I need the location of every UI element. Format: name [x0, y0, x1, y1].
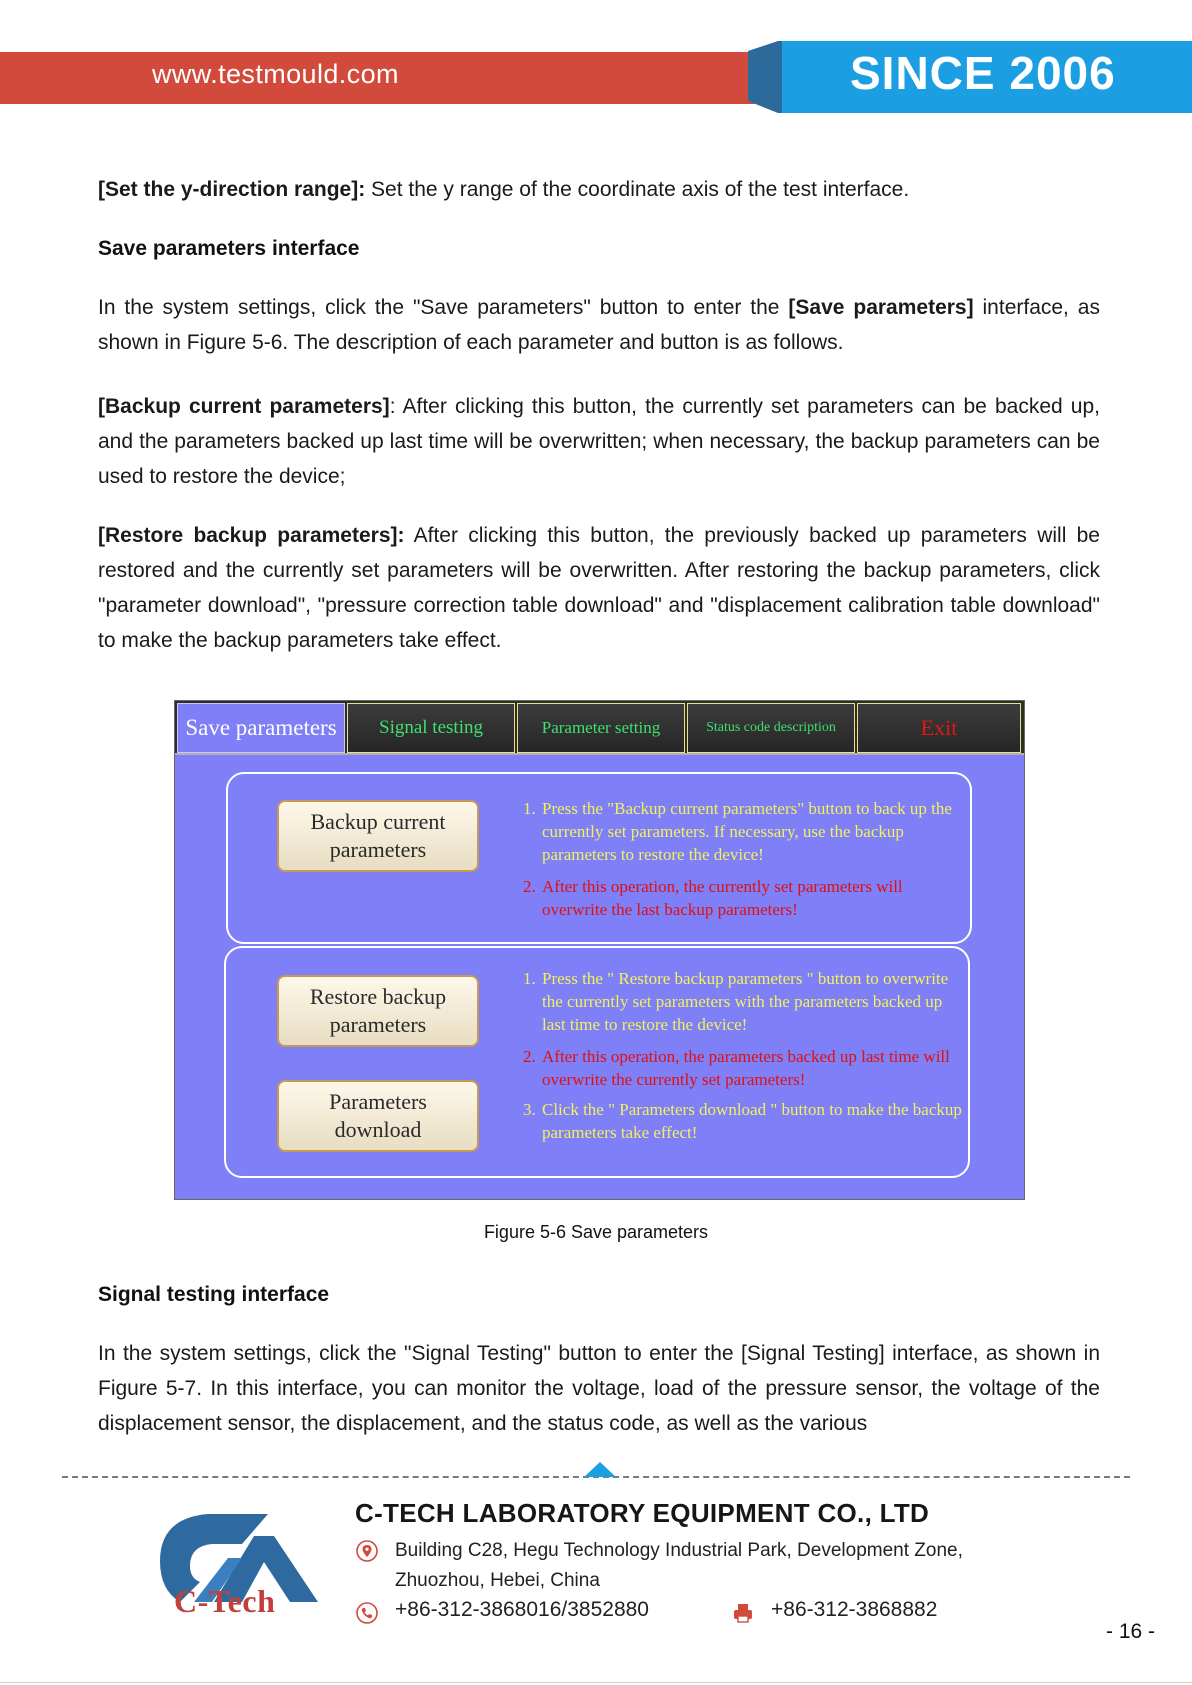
address-line: Building C28, Hegu Technology Industrial Park, Development Zone, [395, 1540, 963, 1561]
company-address [395, 1536, 1055, 1596]
since-2006-logo: SINCE 2006 [850, 47, 1116, 99]
paragraph-body: : After clicking this button, the currently set parameters can be backed up, and the parameters backed up last time will be overwritten; when necessary, the backup parameters can be used to restore the device; [98, 395, 1101, 488]
tab-parameter-setting[interactable]: Parameter setting [517, 703, 685, 753]
backup-note-2 [523, 875, 963, 921]
tab-status-code-description[interactable]: Status code description [687, 703, 855, 753]
paragraph-body: Set the y range of the coordinate axis of the test interface. [365, 178, 910, 201]
term-restore-backup: [Restore backup parameters]: [98, 524, 405, 547]
paragraph-y-range [98, 172, 1100, 207]
note-text: After this operation, the currently set parameters will overwrite the last backup parameters! [542, 877, 903, 919]
website-url[interactable]: www.testmould.com [152, 59, 399, 89]
figure-caption: Figure 5-6 Save parameters [483, 1222, 709, 1242]
tab-save-parameters[interactable]: Save parameters [177, 703, 345, 753]
heading-signal-testing: Signal testing interface [98, 1283, 330, 1306]
paragraph-save-intro [98, 290, 1100, 360]
address-line: Zhuozhou, Hebei, China [395, 1570, 600, 1591]
company-name: C-TECH LABORATORY EQUIPMENT CO., LTD [355, 1498, 930, 1528]
divider-triangle [584, 1462, 616, 1477]
parameters-download-button[interactable] [277, 1080, 479, 1152]
phone-icon [356, 1602, 378, 1624]
tab-exit[interactable]: Exit [857, 703, 1021, 753]
button-label: Parameters [329, 1089, 427, 1114]
term-set-y-range: [Set the y-direction range]: [98, 178, 366, 201]
note-number: 2. [523, 1047, 536, 1066]
paragraph-text: In the system settings, click the "Save parameters" button to enter the [98, 296, 789, 319]
note-number: 1. [523, 799, 536, 818]
c-tech-logo-text: C-Tech [174, 1583, 276, 1619]
note-text: After this operation, the parameters backed up last time will overwrite the currently set parameters! [542, 1047, 950, 1089]
paragraph-body: After clicking this button, the previously backed up parameters will be restored and the currently set parameters will be overwritten. After restoring the backup parameters, click "parameter download", "pressure correction table download" and "displacement calibration table download" to make the backup parameters take effect. [98, 524, 1100, 652]
note-text: Press the "Backup current parameters" button to back up the currently set parameters. If necessary, use the backup parameters to restore the device! [542, 799, 952, 864]
paragraph-backup [98, 389, 1100, 494]
note-text: Click the " Parameters download " button to make the backup parameters take effect! [542, 1100, 962, 1142]
backup-note-1 [523, 797, 963, 866]
page-number: - 16 - [1106, 1620, 1156, 1643]
term-save-parameters: [Save parameters] [788, 296, 974, 319]
note-number: 3. [523, 1100, 536, 1119]
button-label: parameters [329, 837, 427, 862]
note-text: Press the " Restore backup parameters " button to overwrite the currently set parameters with the parameters backed up last time to restore the device! [542, 969, 949, 1034]
company-phone[interactable]: +86-312-3868016/3852880 [395, 1598, 649, 1621]
company-fax[interactable]: +86-312-3868882 [771, 1598, 938, 1621]
term-backup-current: [Backup current parameters] [98, 395, 390, 418]
save-parameters-screenshot [174, 700, 1025, 1200]
button-label: Backup current [310, 809, 446, 834]
button-label: Restore backup [309, 984, 447, 1009]
restore-note-1 [523, 967, 963, 1036]
restore-backup-parameters-button[interactable] [277, 975, 479, 1047]
restore-note-2 [523, 1045, 963, 1091]
fax-icon [732, 1602, 754, 1624]
tab-signal-testing[interactable]: Signal testing [347, 703, 515, 753]
backup-current-parameters-button[interactable] [277, 800, 479, 872]
note-number: 1. [523, 969, 536, 988]
location-pin-icon [356, 1540, 378, 1562]
tab-bar [175, 701, 1024, 755]
paragraph-text: interface, as shown in Figure 5-6. The description of each parameter and button is as follows. [98, 296, 1100, 354]
paragraph-signal-intro: In the system settings, click the "Signal Testing" button to enter the [Signal Testing] interface, as shown in Figure 5-7. In this interface, you can monitor the voltage, load of the pressure sensor, the voltage of the displacement sensor, the displacement, and the status code, as well as the various [98, 1342, 1100, 1435]
header-banner-red [0, 52, 800, 104]
button-label: parameters [329, 1012, 427, 1037]
heading-save-parameters: Save parameters interface [98, 237, 360, 260]
note-number: 2. [523, 877, 536, 896]
restore-note-3 [523, 1098, 963, 1144]
paragraph-restore [98, 518, 1100, 658]
page-bottom-line [0, 1682, 1192, 1683]
button-label: download [334, 1117, 422, 1142]
